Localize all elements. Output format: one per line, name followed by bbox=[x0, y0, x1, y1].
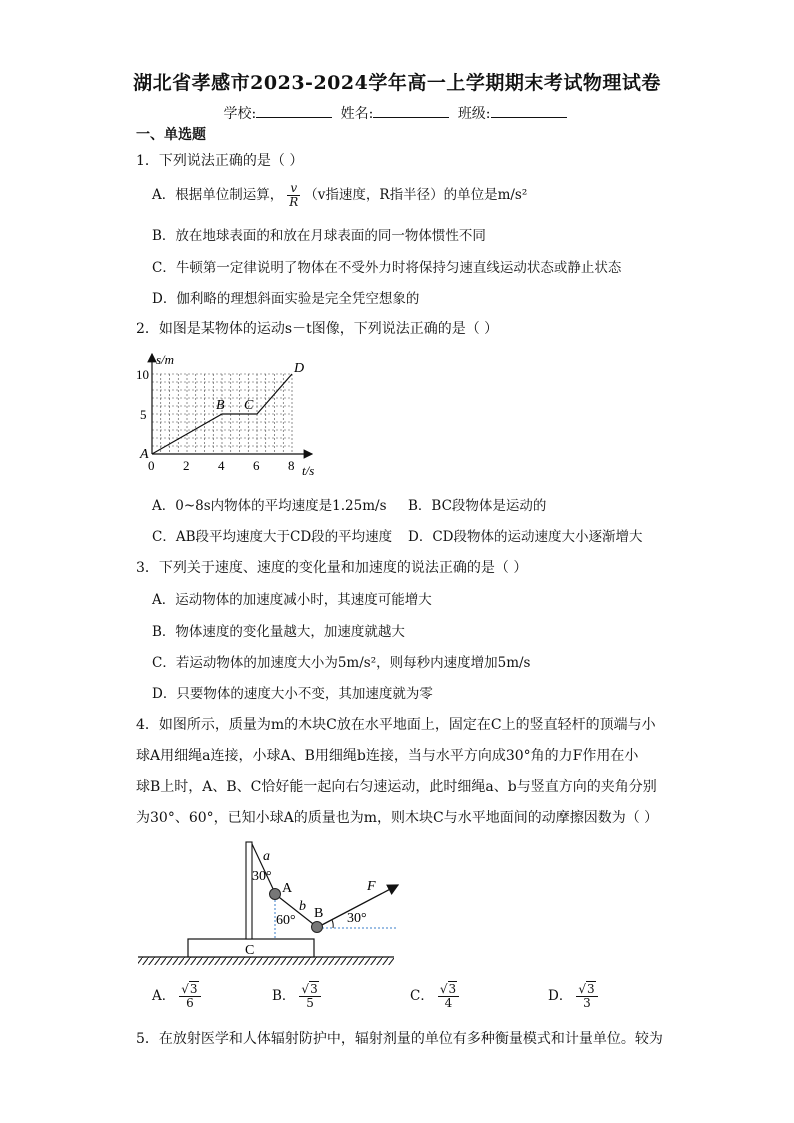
x-tick-label: 6 bbox=[253, 458, 260, 473]
force-diagram bbox=[136, 838, 416, 970]
ball-b-label: B bbox=[314, 906, 324, 921]
vertical-rod bbox=[246, 842, 252, 939]
school-blank bbox=[256, 103, 332, 118]
x-tick-label: 8 bbox=[288, 458, 295, 473]
student-info bbox=[0, 103, 794, 123]
ball-b bbox=[312, 922, 323, 933]
y-tick-label: 5 bbox=[140, 407, 147, 422]
q1-option-d: D．伽利略的理想斜面实验是完全凭空想象的 bbox=[152, 291, 420, 307]
q1-option-c: C．牛顿第一定律说明了物体在不受外力时将保持匀速直线运动状态或静止状态 bbox=[152, 260, 622, 276]
y-tick-label: 10 bbox=[136, 367, 149, 382]
section-heading: 一、单选题 bbox=[136, 127, 206, 143]
q1-option-a bbox=[152, 182, 527, 209]
point-label: D bbox=[294, 361, 305, 376]
rope-a-label: a bbox=[263, 849, 270, 864]
q4-option-c: C． $\frac{√3}{4}$ bbox=[410, 983, 463, 1010]
q3-option-a: A．运动物体的加速度减小时，其速度可能增大 bbox=[152, 592, 432, 608]
q5-stem: 5．在放射医学和人体辐射防护中，辐射剂量的单位有多种衡量模式和计量单位。较为 bbox=[136, 1031, 663, 1047]
q4-line-1: 4．如图所示，质量为m的木块C放在水平地面上，固定在C上的竖直轻杆的顶端与小 bbox=[136, 717, 656, 733]
force-f-label: F bbox=[367, 879, 376, 894]
angle-a-label: 30° bbox=[252, 869, 272, 884]
ground-hatch bbox=[138, 957, 394, 965]
q2-option-c: C．AB段平均速度大于CD段的平均速度 bbox=[152, 529, 393, 545]
q3-option-c: C．若运动物体的加速度大小为5m/s²，则每秒内速度增加5m/s bbox=[152, 655, 531, 671]
angle-arc-f bbox=[332, 920, 333, 928]
q1-a-post: （v指速度，R指半径）的单位是m/s² bbox=[304, 187, 528, 203]
x-tick-label: 2 bbox=[183, 458, 190, 473]
x-axis-label: t/s bbox=[302, 463, 315, 478]
ball-a-label: A bbox=[282, 881, 293, 896]
q2-option-a: A．0~8s内物体的平均速度是1.25m/s bbox=[152, 498, 387, 514]
q4-option-d: D． $\frac{√3}{3}$ bbox=[548, 983, 602, 1010]
q2-stem: 2．如图是某物体的运动s－t图像，下列说法正确的是（ ） bbox=[136, 321, 499, 337]
st-graph bbox=[136, 348, 326, 480]
point-label: B bbox=[216, 398, 225, 413]
q1-a-pre: A．根据单位制运算， bbox=[152, 187, 284, 203]
ball-a bbox=[270, 889, 281, 900]
class-blank bbox=[491, 103, 567, 118]
v-over-r-fraction: $\frac{v}{R}$ bbox=[289, 181, 299, 209]
angle-b-label: 60° bbox=[276, 913, 296, 928]
point-label: A bbox=[140, 447, 149, 462]
page-title: 湖北省孝感市2023-2024学年高一上学期期末考试物理试卷 bbox=[133, 72, 661, 94]
q4-line-4: 为30°、60°，已知小球A的质量也为m，则木块C与水平地面间的动摩擦因数为（ ） bbox=[136, 810, 659, 826]
q1-option-b: B．放在地球表面的和放在月球表面的同一物体惯性不同 bbox=[152, 228, 486, 244]
q3-option-b: B．物体速度的变化量越大，加速度就越大 bbox=[152, 624, 405, 640]
q4-option-a: A． $\frac{√3}{6}$ bbox=[152, 983, 205, 1010]
q4-line-3: 球B上时，A、B、C恰好能一起向右匀速运动，此时细绳a、b与竖直方向的夹角分别 bbox=[136, 779, 657, 795]
x-tick-label: 0 bbox=[148, 458, 155, 473]
name-label: 姓名: bbox=[340, 106, 374, 122]
q4-option-b: B． $\frac{√3}{5}$ bbox=[272, 983, 325, 1010]
angle-f-label: 30° bbox=[347, 911, 367, 926]
point-label: C bbox=[244, 398, 254, 413]
q3-option-d: D．只要物体的速度大小不变，其加速度就为零 bbox=[152, 686, 433, 702]
rope-b-label: b bbox=[299, 899, 306, 914]
class-label: 班级: bbox=[457, 106, 491, 122]
q1-stem: 1．下列说法正确的是（ ） bbox=[136, 153, 304, 169]
x-tick-label: 4 bbox=[218, 458, 225, 473]
block-c-label: C bbox=[245, 943, 255, 958]
q3-stem: 3．下列关于速度、速度的变化量和加速度的说法正确的是（ ） bbox=[136, 560, 528, 576]
name-blank bbox=[373, 103, 449, 118]
q2-option-b: B．BC段物体是运动的 bbox=[408, 498, 547, 514]
q4-line-2: 球A用细绳a连接，小球A、B用细绳b连接，当与水平方向成30°角的力F作用在小 bbox=[136, 748, 639, 764]
school-label: 学校: bbox=[223, 106, 257, 122]
q2-option-d: D．CD段物体的运动速度大小逐渐增大 bbox=[408, 529, 643, 545]
y-axis-label: s/m bbox=[156, 352, 175, 367]
